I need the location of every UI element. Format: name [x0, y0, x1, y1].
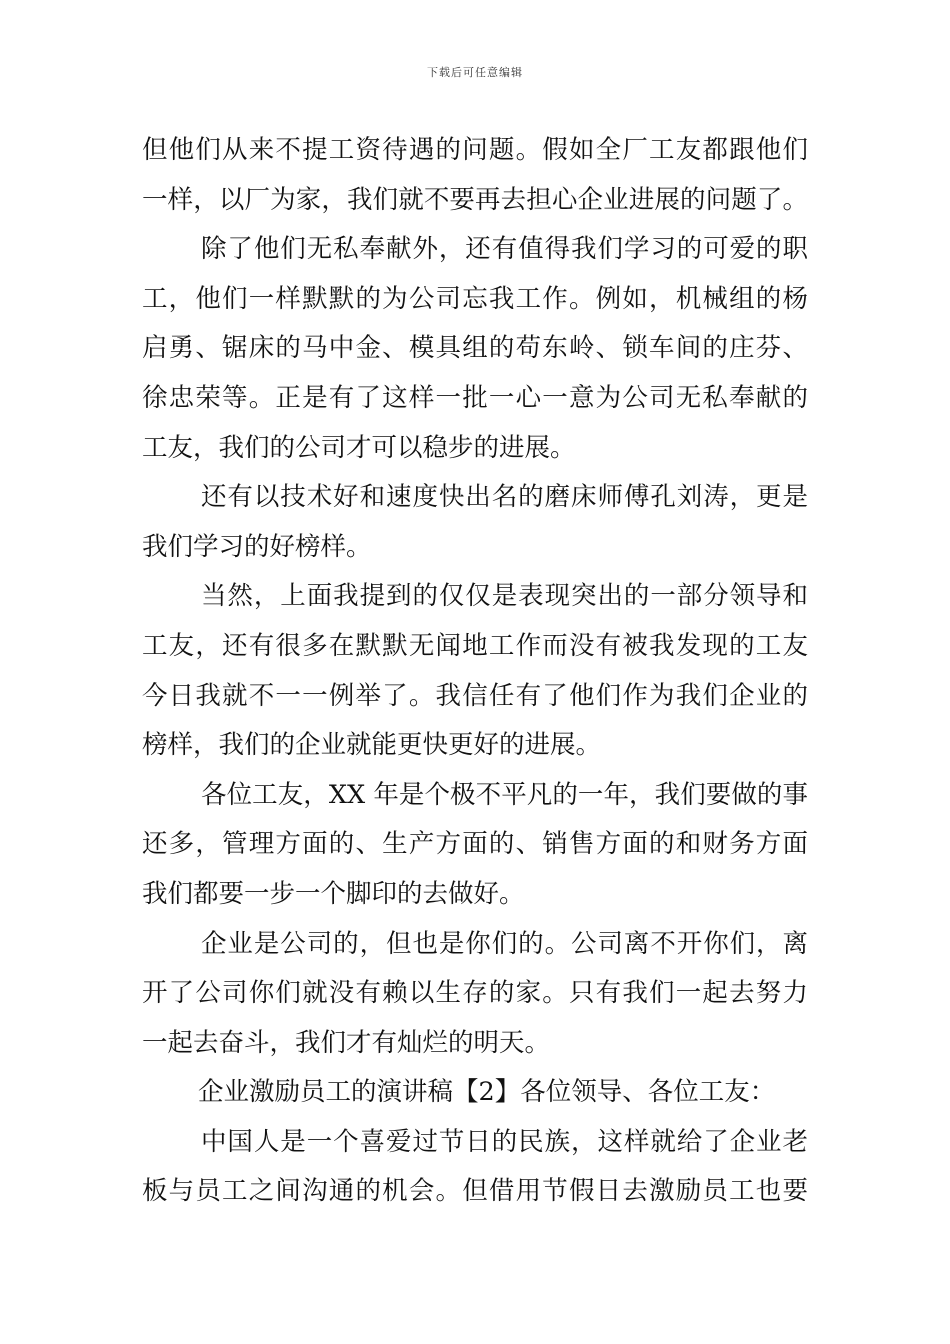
text-line: 工，他们一样默默的为公司忘我工作。例如，机械组的杨: [142, 283, 808, 314]
section-heading-line: 企业激励员工的演讲稿【2】各位领导、各位工友：: [198, 1077, 776, 1108]
text-line: 榜样，我们的企业就能更快更好的进展。: [142, 730, 602, 761]
paragraph-start-line: 各位工友，XX 年是个极不平凡的一年，我们要做的事: [201, 779, 808, 810]
text-line: 一样，以厂为家，我们就不要再去担心企业进展的问题了。: [142, 184, 808, 215]
text-line: 我们都要一步一个脚印的去做好。: [142, 878, 525, 909]
text-line: 一起去奋斗，我们才有灿烂的明天。: [142, 1027, 551, 1058]
paragraph-start-line: 中国人是一个喜爱过节日的民族，这样就给了企业老: [201, 1126, 808, 1157]
text-line: 我们学习的好榜样。: [142, 531, 372, 562]
paragraph-start-line: 还有以技术好和速度快出名的磨床师傅孔刘涛，更是: [201, 482, 808, 513]
text-line: 工友，还有很多在默默无闻地工作而没有被我发现的工友: [142, 630, 808, 661]
text-line: 徐忠荣等。正是有了这样一批一心一意为公司无私奉献的: [142, 382, 808, 413]
text-line: 还多，管理方面的、生产方面的、销售方面的和财务方面: [142, 829, 808, 860]
paragraph-start-line: 当然，上面我提到的仅仅是表现突出的一部分领导和: [201, 581, 808, 612]
paragraph-start-line: 企业是公司的，但也是你们的。公司离不开你们，离: [201, 928, 808, 959]
paragraph-start-line: 除了他们无私奉献外，还有值得我们学习的可爱的职: [201, 234, 808, 265]
text-line: 启勇、锯床的马中金、模具组的苟东岭、锁车间的庄芬、: [142, 333, 808, 364]
text-line: 但他们从来不提工资待遇的问题。假如全厂工友都跟他们: [142, 135, 808, 165]
text-line: 工友，我们的公司才可以稳步的进展。: [142, 432, 576, 463]
text-line: 板与员工之间沟通的机会。但借用节假日去激励员工也要: [142, 1176, 808, 1207]
text-line: 今日我就不一一例举了。我信任有了他们作为我们企业的: [142, 680, 808, 711]
text-line: 开了公司你们就没有赖以生存的家。只有我们一起去努力: [142, 978, 808, 1009]
page-header: 下载后可任意编辑: [427, 66, 523, 79]
document-body: [142, 126, 808, 1217]
